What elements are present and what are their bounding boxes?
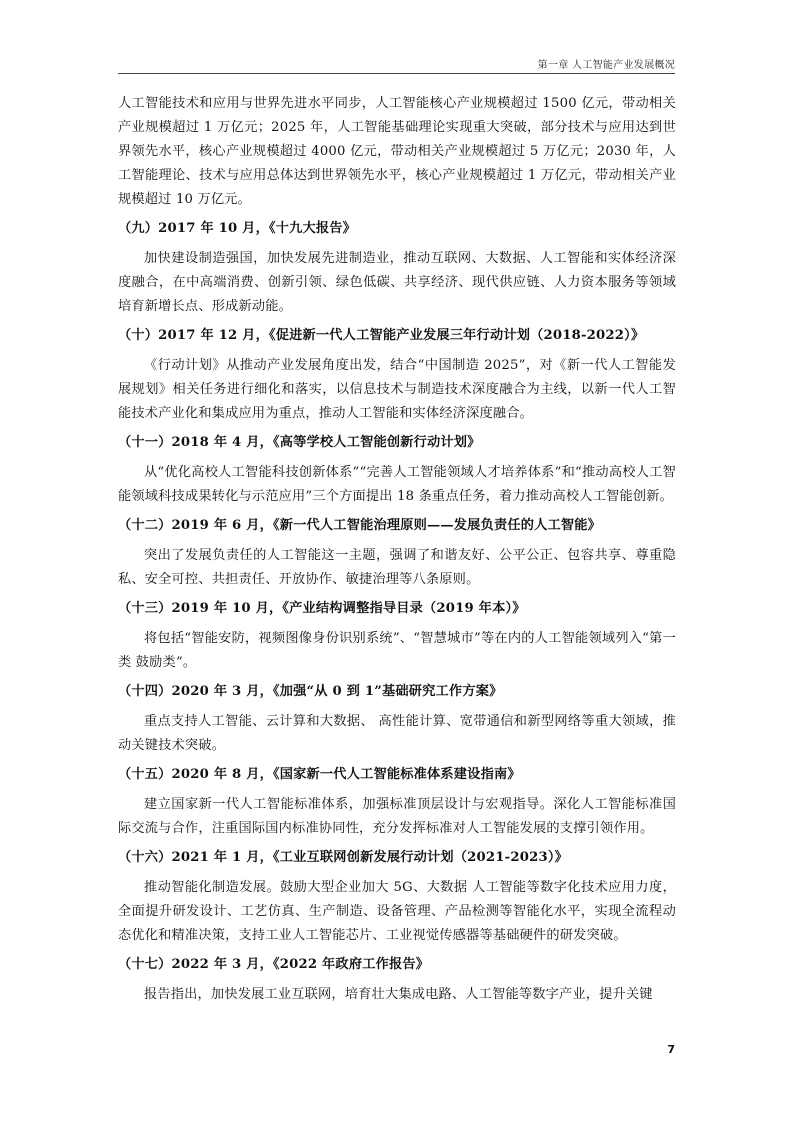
section-heading-15: （十五）2020 年 8 月，《国家新一代人工智能标准体系建设指南》 [118,767,521,782]
section-body-12: 突出了发展负责任的人工智能这一主题，强调了和谐友好、公平公正、包容共享、尊重隐私、安全可控、共担责任、开放协作、敏捷治理等八条原则。 [118,548,676,587]
section-body-10: 《行动计划》从推动产业发展角度出发，结合“中国制造 2025”，对《新一代人工智能发展规划》相关任务进行细化和落实，以信息技术与制造技术深度融合为主线，以新一代人工智能技术产业化和集成应用为重点，推动人工智能和实体经济深度融合。 [118,358,676,421]
section-heading-17: （十七）2022 年 3 月，《2022 年政府工作报告》 [118,957,430,972]
section-body-9: 加快建设制造强国，加快发展先进制造业，推动互联网、大数据、人工智能和实体经济深度融合，在中高端消费、创新引领、绿色低碳、共享经济、现代供应链、人力资本服务等领域培育新增长点、形成新动能。 [118,251,676,314]
intro-paragraph: 人工智能技术和应用与世界先进水平同步，人工智能核心产业规模超过 1500 亿元，带动相关产业规模超过 1 万亿元；2025 年，人工智能基础理论实现重大突破，部分技术与应用达到世界领先水平，核心产业规模超过 4000 亿元，带动相关产业规模超过 5 万亿元；2030 年，人工智能理论、技术与应用总体达到世界领先水平，核心产业规模超过 1 万亿元，带动相关产业规模超过 10 万亿元。 [118,96,676,207]
header-rule [118,73,675,74]
section-body-13: 将包括“智能安防，视频图像身份识别系统”、“智慧城市”等在内的人工智能领域列入“第一类 鼓励类”。 [118,631,676,670]
section-body-15: 建立国家新一代人工智能标准体系，加强标准顶层设计与宏观指导。深化人工智能标准国际交流与合作，注重国际国内标准协同性，充分发挥标准对人工智能发展的支撑引领作用。 [118,797,676,836]
section-heading-14: （十四）2020 年 3 月，《加强“从 0 到 1”基础研究工作方案》 [118,684,503,699]
section-heading-9: （九）2017 年 10 月，《十九大报告》 [118,221,357,236]
section-heading-10: （十）2017 年 12 月，《促进新一代人工智能产业发展三年行动计划（2018-2022）》 [118,328,645,343]
section-heading-13: （十三）2019 年 10 月，《产业结构调整指导目录（2019 年本）》 [118,601,526,616]
section-body-11: 从“优化高校人工智能科技创新体系”“完善人工智能领域人才培养体系”和“推动高校人工智能领域科技成果转化与示范应用”三个方面提出 18 条重点任务，着力推动高校人工智能创新。 [118,465,676,504]
section-heading-12: （十二）2019 年 6 月，《新一代人工智能治理原则——发展负责任的人工智能》 [118,518,602,533]
page-number: 7 [667,1043,675,1056]
section-body-16: 推动智能化制造发展。鼓励大型企业加大 5G、大数据 人工智能等数字化技术应用力度，全面提升研发设计、工艺仿真、生产制造、设备管理、产品检测等智能化水平，实现全流程动态优化和精准决策，支持工业人工智能芯片、工业视觉传感器等基础硬件的研发突破。 [118,880,676,943]
section-body-14: 重点支持人工智能、云计算和大数据、 高性能计算、宽带通信和新型网络等重大领域，推动关键技术突破。 [118,714,676,753]
section-heading-16: （十六）2021 年 1 月，《工业互联网创新发展行动计划（2021-2023）》 [118,850,569,865]
page-content [118,92,676,1007]
running-header: 第一章 人工智能产业发展概况 [537,60,675,71]
section-heading-11: （十一）2018 年 4 月，《高等学校人工智能创新行动计划》 [118,435,481,450]
section-body-17: 报告指出，加快发展工业互联网，培育壮大集成电路、人工智能等数字产业，提升关键 [144,987,653,1002]
